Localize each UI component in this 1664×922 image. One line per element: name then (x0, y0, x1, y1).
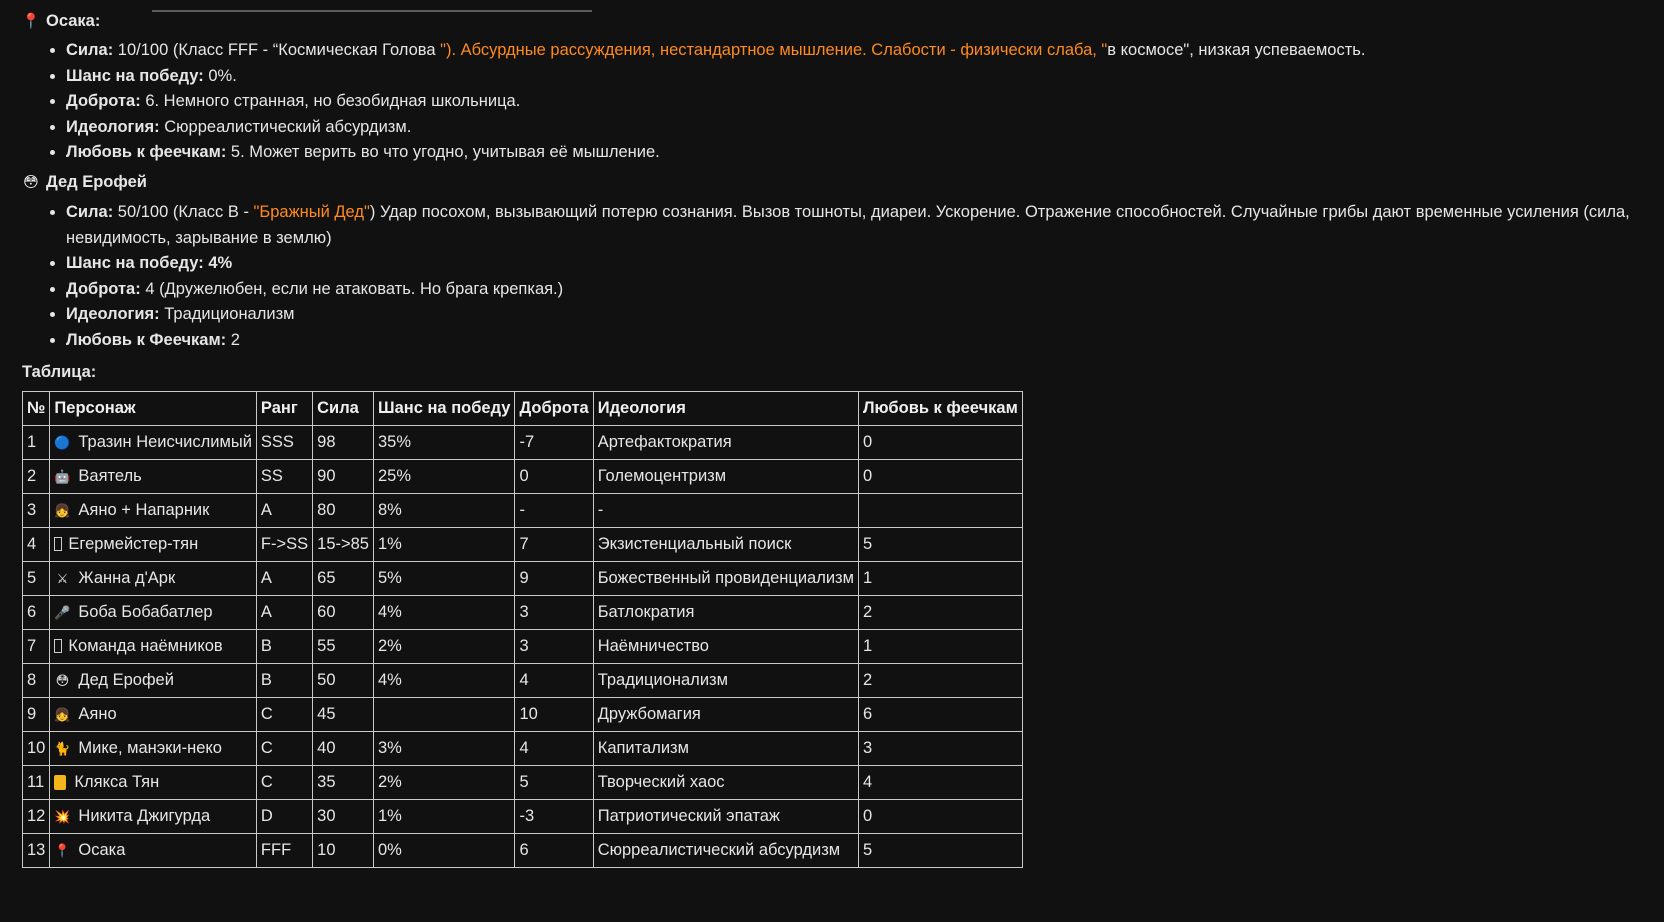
character-name: Боба Бобабатлер (78, 602, 213, 621)
property-item (66, 251, 1642, 277)
character-name-wrap (54, 433, 252, 452)
character-table (22, 391, 1023, 868)
blue-orb-icon: 🔵 (54, 434, 71, 450)
character-cell (50, 561, 257, 595)
cell-win: 1% (373, 527, 514, 561)
cell-power: 35 (313, 765, 374, 799)
table-row (23, 663, 1023, 697)
table-header-row (23, 391, 1023, 425)
cell-power: 40 (313, 731, 374, 765)
table-row (23, 765, 1023, 799)
highlighted-text: "). Абсурдные рассуждения, нестандартное мышление. Слабости - физически слаба, " (440, 41, 1108, 59)
character-cell (50, 425, 257, 459)
character-name-wrap (54, 569, 252, 588)
character-name-wrap (54, 841, 252, 860)
cell-win: 1% (373, 799, 514, 833)
missing-glyph-icon (54, 639, 62, 653)
character-name-wrap (54, 671, 252, 690)
cell-love: 5 (858, 527, 1022, 561)
character-name-wrap (54, 603, 252, 622)
table-title: Таблица: (22, 362, 97, 381)
truncated-previous-line (152, 0, 592, 12)
pin-icon: 📍 (54, 842, 71, 858)
character-name: Никита Джигурда (78, 806, 211, 825)
property-item (66, 200, 1642, 251)
old-man-face-icon: 😳 (55, 672, 70, 688)
property-item (66, 64, 1642, 90)
character-name: Аяно (78, 704, 117, 723)
cell-power: 50 (313, 663, 374, 697)
cell-ideology: Капитализм (593, 731, 858, 765)
character-heading-ded-erofei (22, 170, 1642, 196)
column-header: № (23, 391, 50, 425)
property-item (66, 277, 1642, 303)
character-name-wrap (54, 501, 252, 520)
cell-power: 60 (313, 595, 374, 629)
table-body (23, 425, 1023, 867)
missing-glyph-icon (54, 537, 62, 551)
cell-n: 5 (23, 561, 50, 595)
cell-rank: C (256, 731, 312, 765)
cell-ideology: Батлократия (593, 595, 858, 629)
character-cell (50, 833, 257, 867)
property-label: Доброта: (66, 92, 141, 111)
cell-win: 35% (373, 425, 514, 459)
table-row (23, 493, 1023, 527)
property-label: Шанс на победу: (66, 66, 204, 85)
cell-love: 6 (858, 697, 1022, 731)
column-header: Персонаж (50, 391, 257, 425)
character-name: Егермейстер-тян (68, 534, 199, 553)
old-man-face-icon: 😳 (23, 174, 39, 192)
character-name: Жанна д'Арк (78, 568, 176, 587)
cell-ideology: Дружбомагия (593, 697, 858, 731)
cell-n: 6 (23, 595, 50, 629)
cell-rank: C (256, 765, 312, 799)
cell-rank: SS (256, 459, 312, 493)
property-text: 2 (226, 330, 240, 349)
cell-kind: 3 (515, 595, 593, 629)
table-row (23, 459, 1023, 493)
cell-rank: A (256, 561, 312, 595)
cell-win: 8% (373, 493, 514, 527)
property-label: Сила: (66, 202, 114, 221)
table-row (23, 425, 1023, 459)
character-name: Ваятель (78, 466, 142, 485)
cell-n: 2 (23, 459, 50, 493)
cell-ideology: Творческий хаос (593, 765, 858, 799)
character-name-wrap (54, 535, 252, 554)
cell-kind: - (515, 493, 593, 527)
cell-love: 4 (858, 765, 1022, 799)
cell-power: 45 (313, 697, 374, 731)
cell-win: 4% (373, 663, 514, 697)
cell-win: 25% (373, 459, 514, 493)
character-name-wrap (54, 467, 252, 486)
pin-icon: 📍 (21, 12, 41, 30)
character-sections (22, 8, 1642, 354)
character-cell (50, 493, 257, 527)
cell-power: 65 (313, 561, 374, 595)
column-header: Шанс на победу (373, 391, 514, 425)
cell-love: 3 (858, 731, 1022, 765)
column-header: Идеология (593, 391, 858, 425)
cell-rank: FFF (256, 833, 312, 867)
column-header: Ранг (256, 391, 312, 425)
cell-love: 1 (858, 629, 1022, 663)
property-label: Шанс на победу: 4% (66, 254, 233, 273)
property-label: Сила: (66, 41, 114, 59)
property-text: 0%. (203, 66, 237, 85)
cell-love: 0 (858, 425, 1022, 459)
property-text: 6. Немного странная, но безобидная школьница. (140, 92, 521, 111)
property-label: Идеология: (66, 117, 160, 136)
property-item (66, 89, 1642, 115)
cell-n: 9 (23, 697, 50, 731)
cell-power: 55 (313, 629, 374, 663)
character-name-wrap (54, 705, 252, 724)
character-cell (50, 595, 257, 629)
cell-win: 2% (373, 765, 514, 799)
property-item (66, 328, 1642, 354)
cell-love: 0 (858, 459, 1022, 493)
cell-ideology: Патриотический эпатаж (593, 799, 858, 833)
cell-ideology: Артефактократия (593, 425, 858, 459)
chat-message-content (22, 8, 1642, 868)
character-name: Осака (78, 840, 126, 859)
cell-kind: 3 (515, 629, 593, 663)
cell-win: 4% (373, 595, 514, 629)
microphone-icon: 🎤 (54, 604, 71, 620)
cell-ideology: Наёмничество (593, 629, 858, 663)
cell-n: 1 (23, 425, 50, 459)
character-name: Осака: (46, 11, 101, 30)
property-text: 4 (Дружелюбен, если не атаковать. Но брага крепкая.) (140, 279, 564, 298)
cell-rank: A (256, 493, 312, 527)
cell-n: 7 (23, 629, 50, 663)
character-name: Мике, манэки-неко (78, 738, 222, 757)
cell-ideology: Традиционализм (593, 663, 858, 697)
character-name: Дед Ерофей (46, 173, 147, 192)
cell-n: 3 (23, 493, 50, 527)
property-label: Любовь к Феечкам: (66, 330, 227, 349)
table-row (23, 697, 1023, 731)
property-label: Доброта: (66, 279, 141, 298)
property-item (66, 38, 1642, 64)
cell-power: 98 (313, 425, 374, 459)
cell-rank: F->SS (256, 527, 312, 561)
character-cell (50, 527, 257, 561)
property-text: ) Удар посохом, вызывающий потерю сознания. Вызов тошноты, диареи. Ускорение. Отражение способностей. Случайные грибы дают временные усиления (сила, невидимость, зарывание в землю) (66, 202, 1630, 247)
cell-win: 0% (373, 833, 514, 867)
table-row (23, 833, 1023, 867)
property-text: Традиционализм (159, 305, 295, 324)
cell-kind: 10 (515, 697, 593, 731)
table-row (23, 595, 1023, 629)
character-name: Тразин Неисчислимый (78, 432, 252, 451)
cell-kind: 5 (515, 765, 593, 799)
table-row (23, 629, 1023, 663)
cell-rank: D (256, 799, 312, 833)
cell-love: 2 (858, 663, 1022, 697)
character-name-wrap (54, 637, 252, 656)
cell-kind: -3 (515, 799, 593, 833)
cell-power: 90 (313, 459, 374, 493)
column-header: Доброта (515, 391, 593, 425)
column-header: Любовь к феечкам (858, 391, 1022, 425)
cell-n: 8 (23, 663, 50, 697)
table-row (23, 731, 1023, 765)
property-label: Идеология: (66, 305, 160, 324)
character-name: Клякса Тян (74, 772, 160, 791)
cell-love (858, 493, 1022, 527)
cell-kind: 6 (515, 833, 593, 867)
character-cell (50, 731, 257, 765)
cell-n: 12 (23, 799, 50, 833)
property-label: Любовь к феечкам: (66, 143, 227, 162)
crossed-swords-icon: ⚔ (56, 570, 69, 586)
property-text: 50/100 (Класс B - (113, 202, 254, 221)
cell-power: 15->85 (313, 527, 374, 561)
cat-icon: 🐈 (54, 740, 71, 756)
character-properties-list (22, 38, 1642, 166)
property-text: 5. Может верить во что угодно, учитывая её мышление. (226, 143, 660, 162)
property-text: Сюрреалистический абсурдизм. (159, 117, 412, 136)
table-row (23, 561, 1023, 595)
cell-power: 80 (313, 493, 374, 527)
character-cell (50, 799, 257, 833)
cell-rank: A (256, 595, 312, 629)
explosion-icon: 💥 (54, 808, 71, 824)
cell-n: 11 (23, 765, 50, 799)
cell-win: 5% (373, 561, 514, 595)
cell-rank: B (256, 629, 312, 663)
character-name: Аяно + Напарник (78, 500, 210, 519)
character-name: Дед Ерофей (78, 670, 174, 689)
character-name-wrap (54, 807, 252, 826)
cell-love: 0 (858, 799, 1022, 833)
table-row (23, 799, 1023, 833)
cell-ideology: Сюрреалистический абсурдизм (593, 833, 858, 867)
notebook-icon (54, 775, 66, 790)
cell-ideology: Божественный провиденциализм (593, 561, 858, 595)
character-name-wrap (54, 739, 252, 758)
highlighted-text: "Бражный Дед" (253, 202, 370, 221)
property-item (66, 115, 1642, 141)
cell-power: 10 (313, 833, 374, 867)
cell-kind: 9 (515, 561, 593, 595)
property-item (66, 140, 1642, 166)
property-text: в космосе", низкая успеваемость. (1107, 41, 1366, 59)
character-name: Команда наёмников (68, 636, 223, 655)
character-cell (50, 697, 257, 731)
character-cell (50, 629, 257, 663)
cell-love: 2 (858, 595, 1022, 629)
cell-win: 3% (373, 731, 514, 765)
cell-kind: -7 (515, 425, 593, 459)
table-row (23, 527, 1023, 561)
girl-face-icon: 👧 (54, 502, 71, 518)
cell-power: 30 (313, 799, 374, 833)
girl-face-icon: 👧 (54, 706, 71, 722)
cell-kind: 0 (515, 459, 593, 493)
cell-n: 10 (23, 731, 50, 765)
cell-ideology: Экзистенциальный поиск (593, 527, 858, 561)
cell-ideology: - (593, 493, 858, 527)
robot-icon: 🤖 (54, 468, 71, 484)
cell-kind: 4 (515, 663, 593, 697)
cell-rank: B (256, 663, 312, 697)
character-cell (50, 459, 257, 493)
character-cell (50, 765, 257, 799)
cell-n: 13 (23, 833, 50, 867)
cell-win (373, 697, 514, 731)
character-cell (50, 663, 257, 697)
character-name-wrap (54, 773, 252, 792)
column-header: Сила (313, 391, 374, 425)
cell-kind: 4 (515, 731, 593, 765)
cell-win: 2% (373, 629, 514, 663)
property-text: 10/100 (Класс FFF - “Космическая Голова (113, 41, 441, 59)
cell-rank: C (256, 697, 312, 731)
cell-n: 4 (23, 527, 50, 561)
cell-kind: 7 (515, 527, 593, 561)
cell-rank: SSS (256, 425, 312, 459)
cell-love: 5 (858, 833, 1022, 867)
cell-ideology: Големоцентризм (593, 459, 858, 493)
property-item (66, 302, 1642, 328)
character-properties-list (22, 200, 1642, 354)
cell-love: 1 (858, 561, 1022, 595)
